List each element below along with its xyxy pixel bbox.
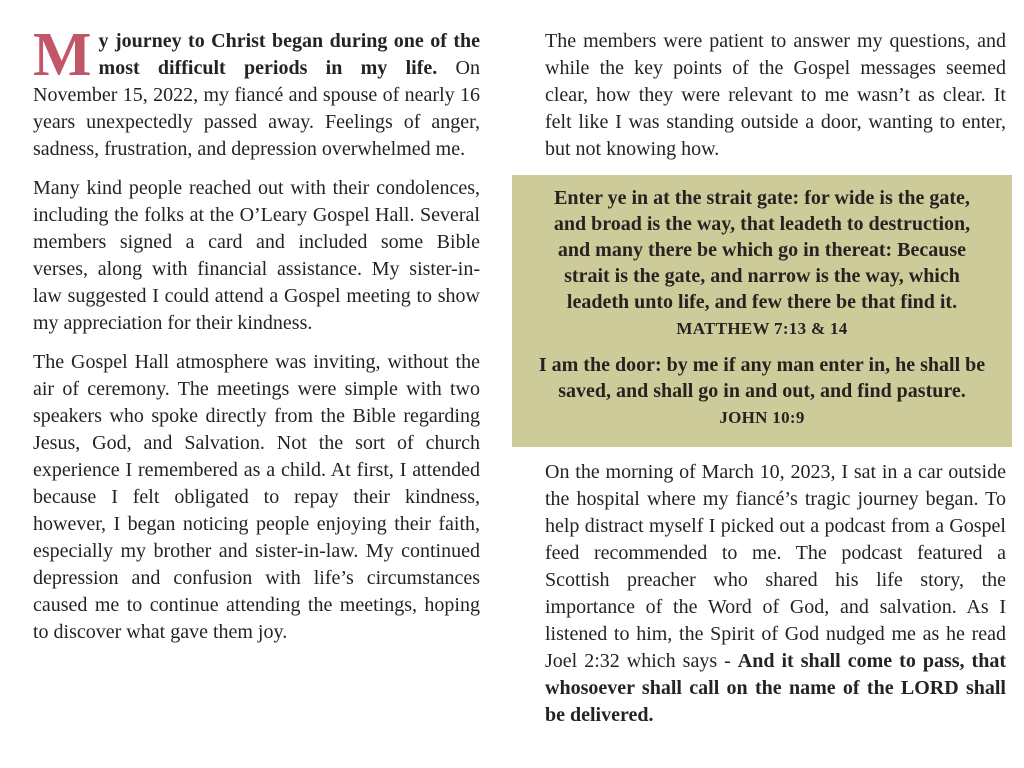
opening-bold-text: y journey to Christ began during one of the most difficult periods in my life.	[98, 30, 480, 79]
members-paragraph: The members were patient to answer my questions, and while the key points of the Gospel messages seemed clear, how they were relevant to me wasn’t as clear. It felt like I was standing outside a door, wanting to enter, but not knowing how.	[545, 30, 1006, 160]
right-column	[512, 28, 1012, 741]
verse-matthew	[536, 185, 988, 342]
joel-quote-bold-text: And it shall come to pass, that whosoever shall call on the name of the LORD shall be delivered.	[545, 650, 1006, 726]
dropcap-letter: M	[33, 21, 92, 89]
podcast-paragraph	[545, 459, 1006, 729]
condolences-paragraph: Many kind people reached out with their condolences, including the folks at the O’Leary Gospel Hall. Several members signed a card and included some Bible verses, along with financial assistance. My sister-in-law suggested I could attend a Gospel meeting to show my appreciation for their kindness.	[33, 177, 480, 334]
podcast-regular-text: On the morning of March 10, 2023, I sat in a car outside the hospital where my fiancé’s tragic journey began. To help distract myself I picked out a podcast from a Gospel feed recommended to me. The podcast featured a Scottish preacher who shared his life story, the importance of the Word of God, and salvation. As I listened to him, the Spirit of God nudged me as he read Joel 2:32 which says -	[545, 461, 1006, 672]
opening-paragraph	[33, 21, 480, 163]
gospel-hall-paragraph: The Gospel Hall atmosphere was inviting, without the air of ceremony. The meetings were simple with two speakers who spoke directly from the Bible regarding Jesus, God, and Salvation. Not the sort of church experience I remembered as a child. At first, I attended because I felt obligated to repay their kindness, however, I began noticing people enjoying their faith, especially my brother and sister-in-law. My continued depression and confusion with life’s circumstances caused me to continue attending the meetings, hoping to discover what gave them joy.	[33, 351, 480, 643]
left-column	[33, 21, 480, 658]
verse-john	[536, 352, 988, 431]
scripture-highlight-box	[512, 175, 1012, 447]
opening-regular-text: On November 15, 2022, my fiancé and spouse of nearly 16 years unexpectedly passed away. Feelings of anger, sadness, frustration, and depression overwhelmed me.	[33, 57, 480, 160]
verse-matthew-reference: MATTHEW 7:13 & 14	[676, 319, 848, 338]
verse-matthew-text: Enter ye in at the strait gate: for wide is the gate, and broad is the way, that leadeth to destruction, and many there be which go in thereat: Because strait is the gate, and narrow is the way, which leadeth unto life, and few there be that find it.	[553, 187, 971, 313]
verse-john-text: I am the door: by me if any man enter in, he shall be saved, and shall go in and out, and find pasture.	[538, 354, 986, 402]
verse-john-reference: JOHN 10:9	[719, 408, 805, 427]
